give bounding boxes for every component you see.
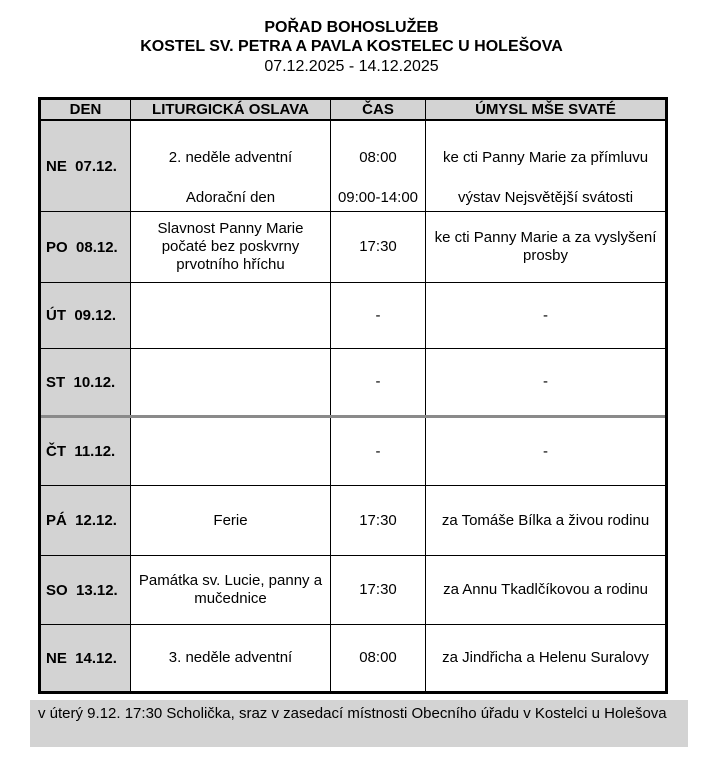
celebration-cell — [130, 349, 330, 415]
time-cell — [330, 212, 425, 282]
intention-text: - — [543, 306, 548, 324]
time-text: 17:30 — [359, 238, 397, 255]
table-row — [41, 120, 665, 211]
time-text: - — [375, 306, 381, 324]
table-row — [41, 485, 665, 555]
table-header-row — [41, 100, 665, 120]
time-text: - — [375, 373, 381, 390]
table-row — [41, 624, 665, 691]
celebration-cell — [130, 625, 330, 691]
day-cell: ST 10.12. — [41, 349, 130, 415]
column-header-umysl-mse-svate: ÚMYSL MŠE SVATÉ — [425, 100, 665, 120]
intention-text: za Annu Tkadlčíkovou a rodinu — [443, 581, 648, 598]
intention-text: ke cti Panny Marie a za vyslyšení prosby — [434, 229, 657, 264]
celebration-cell — [130, 283, 330, 348]
day-cell: ČT 11.12. — [41, 418, 130, 485]
day-cell: SO 13.12. — [41, 556, 130, 624]
table-row — [41, 282, 665, 348]
schedule-table — [38, 97, 668, 694]
time-cell — [330, 349, 425, 415]
celebration-text: Slavnost Panny Marie počaté bez poskvrny prvotního hříchu — [157, 220, 304, 273]
table-row — [41, 415, 665, 485]
intention-cell — [425, 418, 665, 485]
celebration-cell — [130, 121, 330, 211]
celebration-text: 2. neděle adventní — [168, 149, 293, 166]
table-row — [41, 211, 665, 282]
celebration-text: Památka sv. Lucie, panny a mučednice — [138, 572, 323, 607]
intention-cell — [425, 625, 665, 691]
intention-text: za Jindřicha a Helenu Suralovy — [442, 649, 649, 666]
intention-cell — [425, 486, 665, 555]
intention-cell — [425, 556, 665, 624]
celebration-cell — [130, 418, 330, 485]
time-text: 09:00-14:00 — [337, 189, 419, 206]
time-text: 08:00 — [359, 649, 397, 666]
time-cell — [330, 486, 425, 555]
day-cell: NE 07.12. — [41, 121, 130, 211]
celebration-text: Ferie — [213, 511, 248, 529]
intention-cell — [425, 349, 665, 415]
time-cell — [330, 283, 425, 348]
day-cell: PÁ 12.12. — [41, 486, 130, 555]
time-text: - — [375, 442, 381, 460]
celebration-text: Adorační den — [185, 189, 276, 206]
table-row — [41, 555, 665, 624]
celebration-cell — [130, 486, 330, 555]
intention-text: ke cti Panny Marie za přímluvu — [442, 149, 649, 166]
time-text: 08:00 — [359, 149, 397, 166]
time-cell — [330, 625, 425, 691]
day-cell: PO 08.12. — [41, 212, 130, 282]
day-cell: NE 14.12. — [41, 625, 130, 691]
table-body — [41, 120, 665, 691]
date-range: 07.12.2025 - 14.12.2025 — [264, 58, 439, 75]
intention-text: - — [543, 442, 548, 460]
celebration-cell — [130, 556, 330, 624]
footer-note: v úterý 9.12. 17:30 Scholička, sraz v zasedací místnosti Obecního úřadu v Kostelci u Holešova — [30, 700, 688, 747]
time-cell — [330, 556, 425, 624]
title-block — [0, 18, 703, 76]
intention-text: za Tomáše Bílka a živou rodinu — [441, 511, 650, 529]
celebration-cell — [130, 212, 330, 282]
table-row — [41, 348, 665, 415]
intention-cell — [425, 212, 665, 282]
time-text: 17:30 — [359, 581, 397, 598]
intention-cell — [425, 283, 665, 348]
document-subtitle: KOSTEL SV. PETRA A PAVLA KOSTELEC U HOLEŠOVA — [140, 38, 563, 55]
column-header-cas: ČAS — [330, 100, 425, 120]
column-header-den: DEN — [41, 100, 130, 120]
time-cell — [330, 121, 425, 211]
time-cell — [330, 418, 425, 485]
day-cell: ÚT 09.12. — [41, 283, 130, 348]
intention-cell — [425, 121, 665, 211]
document-title: POŘAD BOHOSLUŽEB — [264, 19, 439, 36]
intention-text: výstav Nejsvětější svátosti — [457, 189, 634, 206]
celebration-text: 3. neděle adventní — [168, 649, 293, 666]
intention-text: - — [543, 373, 548, 390]
column-header-liturgicka-oslava: LITURGICKÁ OSLAVA — [130, 100, 330, 120]
time-text: 17:30 — [359, 511, 397, 529]
